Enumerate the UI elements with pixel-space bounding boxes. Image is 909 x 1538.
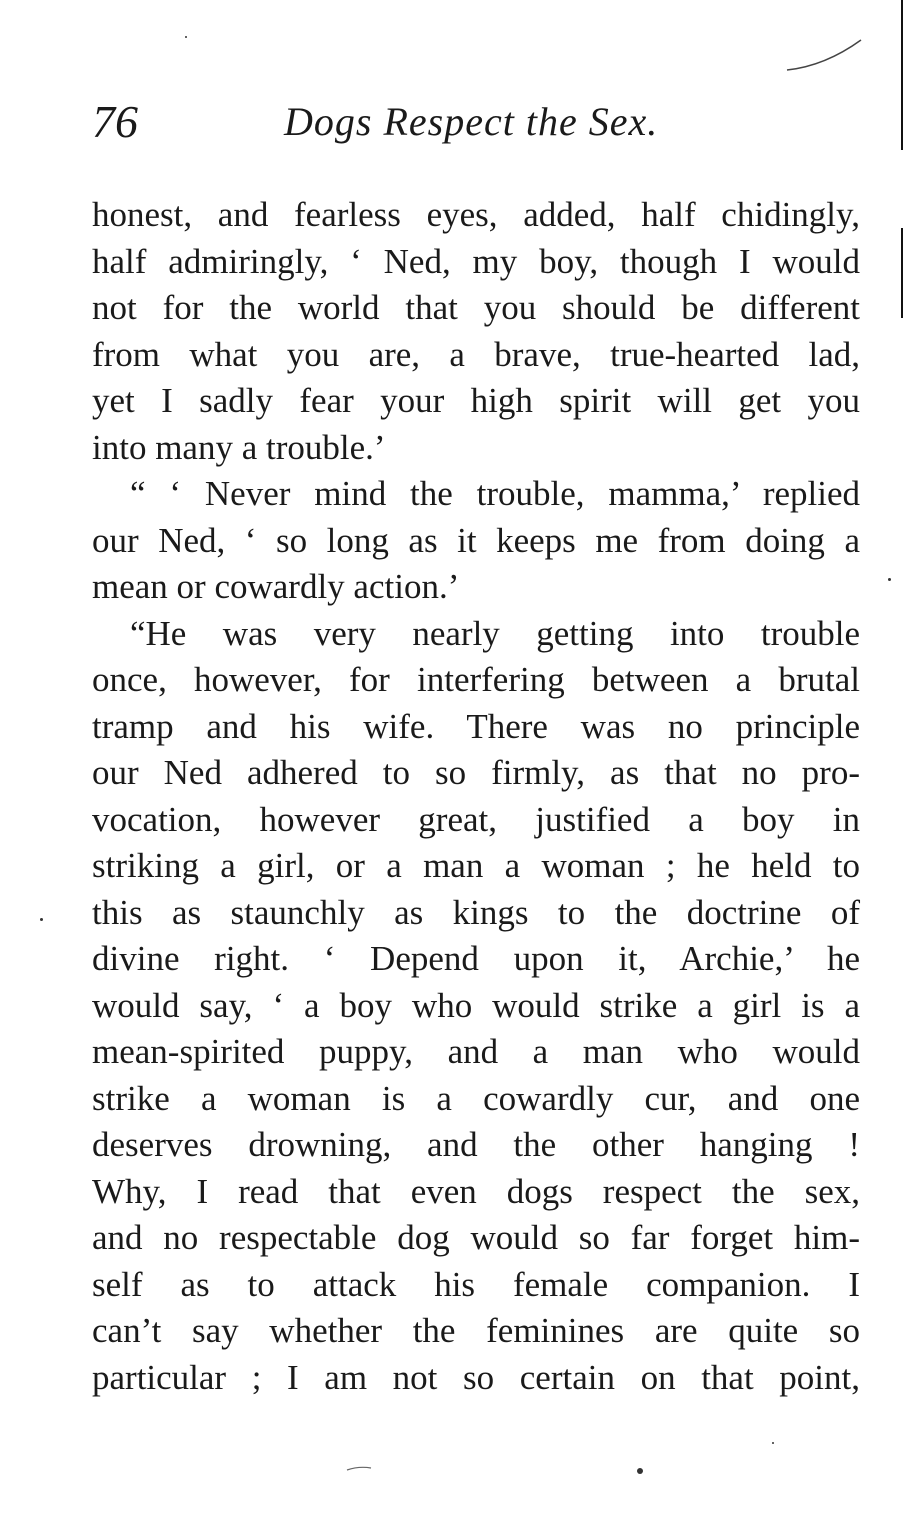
text-line: once, however, for interfering between a brutal [92, 660, 860, 699]
text-line: self as to attack his female companion. I [92, 1264, 860, 1304]
text-line: into many a trouble.’ [92, 427, 386, 467]
page-header [92, 92, 862, 152]
text-line: tramp and his wife. There was no principle [92, 706, 860, 746]
text-line: “ ‘ Never mind the trouble, mamma,’ replied [130, 474, 860, 513]
text-line: striking a girl, or a man a woman ; he held to [92, 846, 860, 885]
running-title: Dogs Respect the Sex. [284, 99, 659, 144]
scan-mark [345, 1462, 375, 1474]
text-line: can’t say whether the feminines are quite so [92, 1311, 860, 1350]
scan-speck [637, 1468, 643, 1474]
scan-speck [40, 918, 43, 921]
text-line: and no respectable dog would so far forget him- [92, 1218, 860, 1257]
page-number: 76 [92, 96, 138, 147]
text-line: mean or cowardly action.’ [92, 567, 460, 606]
text-line: yet I sadly fear your high spirit will get you [92, 381, 860, 420]
text-line: Why, I read that even dogs respect the sex, [92, 1171, 860, 1211]
text-line: this as staunchly as kings to the doctrine of [92, 892, 860, 932]
scan-speck [772, 1442, 774, 1444]
text-line: honest, and fearless eyes, added, half chidingly, [92, 195, 860, 234]
text-line: our Ned adhered to so firmly, as that no pro- [92, 753, 860, 792]
scan-speck [185, 36, 187, 38]
text-line: “He was very nearly getting into trouble [130, 613, 860, 653]
scan-mark [785, 36, 865, 76]
scan-speck [888, 578, 891, 581]
scan-edge-line [901, 0, 903, 150]
text-line: not for the world that you should be different [92, 288, 860, 327]
scan-edge-line [901, 228, 903, 318]
text-line: mean-spirited puppy, and a man who would [92, 1032, 860, 1071]
text-line: deserves drowning, and the other hanging ! [92, 1125, 860, 1164]
text-line: strike a woman is a cowardly cur, and one [92, 1078, 860, 1118]
body-text [92, 192, 860, 1401]
text-line: our Ned, ‘ so long as it keeps me from doing a [92, 520, 860, 560]
text-line: particular ; I am not so certain on that point, [92, 1357, 860, 1397]
text-line: half admiringly, ‘ Ned, my boy, though I would [92, 241, 860, 281]
text-line: from what you are, a brave, true-hearted lad, [92, 334, 860, 374]
text-line: divine right. ‘ Depend upon it, Archie,’ he [92, 939, 860, 978]
text-line: vocation, however great, justified a boy in [92, 799, 860, 839]
text-line: would say, ‘ a boy who would strike a girl is a [92, 985, 860, 1025]
